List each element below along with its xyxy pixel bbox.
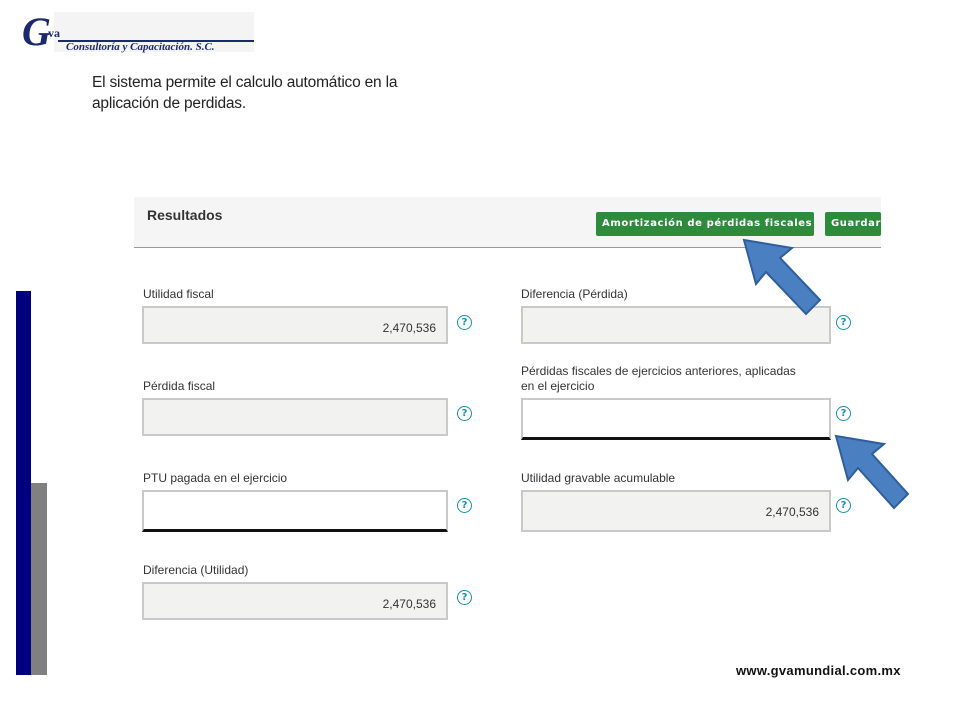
ptu-pagada-label: PTU pagada en el ejercicio (143, 471, 288, 485)
decorative-navy-bar (16, 291, 31, 675)
utilidad-gravable-help-icon[interactable]: ? (836, 498, 851, 513)
perdidas-anteriores-label-line2: en el ejercicio (521, 379, 595, 393)
diferencia-perdida-label: Diferencia (Pérdida) (521, 287, 628, 301)
utilidad-gravable-label: Utilidad gravable acumulable (521, 471, 676, 485)
logo-company-name: Consultoría y Capacitación. S.C. (66, 41, 215, 53)
utilidad-fiscal-help-icon[interactable]: ? (457, 315, 472, 330)
arrow-to-amortizacion-icon (740, 236, 824, 320)
logo-mark-small: va (48, 26, 60, 40)
amortizacion-button[interactable]: Amortización de pérdidas fiscales (596, 212, 814, 236)
company-logo (18, 9, 258, 56)
perdidas-anteriores-input[interactable] (521, 398, 831, 440)
perdida-fiscal-field[interactable] (142, 398, 448, 436)
intro-text: El sistema permite el calculo automático en la aplicación de perdidas. (92, 74, 398, 112)
diferencia-utilidad-label: Diferencia (Utilidad) (143, 563, 249, 577)
diferencia-utilidad-field[interactable]: 2,470,536 (142, 582, 448, 620)
perdidas-anteriores-label-line1: Pérdidas fiscales de ejercicios anteriores, aplicadas (521, 364, 796, 378)
ptu-pagada-input[interactable] (142, 490, 448, 532)
diferencia-utilidad-help-icon[interactable]: ? (457, 590, 472, 605)
utilidad-fiscal-field[interactable]: 2,470,536 (142, 306, 448, 344)
guardar-button[interactable]: Guardar (825, 212, 881, 236)
utilidad-gravable-field[interactable]: 2,470,536 (521, 490, 831, 532)
website-url: www.gvamundial.com.mx (736, 663, 901, 678)
perdida-fiscal-help-icon[interactable]: ? (457, 406, 472, 421)
ptu-pagada-help-icon[interactable]: ? (457, 498, 472, 513)
utilidad-fiscal-label: Utilidad fiscal (143, 287, 214, 301)
panel-title: Resultados (147, 207, 223, 223)
arrow-to-perdidas-anteriores-icon (832, 432, 912, 516)
perdida-fiscal-label: Pérdida fiscal (143, 379, 216, 393)
decorative-gray-bar (31, 483, 47, 675)
logo-mark: G (22, 9, 51, 54)
diferencia-perdida-help-icon[interactable]: ? (836, 315, 851, 330)
perdidas-anteriores-help-icon[interactable]: ? (836, 406, 851, 421)
